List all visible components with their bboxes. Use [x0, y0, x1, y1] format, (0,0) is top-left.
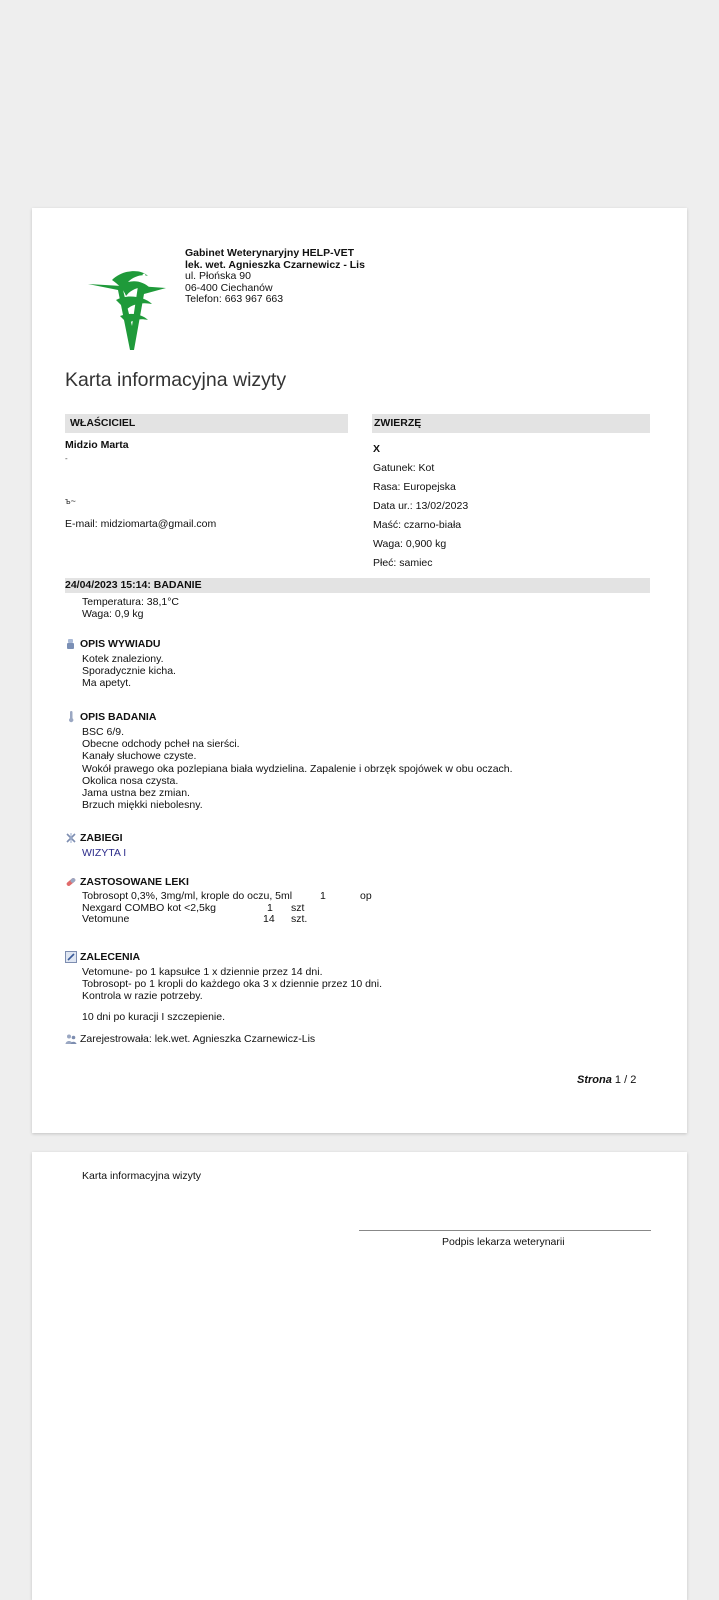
recommendations-text [82, 966, 382, 1023]
document-page-2 [32, 1152, 687, 1600]
history-line: Ma apetyt. [82, 677, 132, 690]
exam-line: Wokół prawego oka pozlepiana biała wydzielina. Zapalenie i obrzęk spojówek w obu oczach. [82, 762, 513, 775]
owner-line-3: ъ~ [65, 496, 76, 506]
clinic-doctor: lek. wet. Agnieszka Czarnewicz - Lis [185, 258, 365, 271]
registered-by-text: Zarejestrowała: lek.wet. Agnieszka Czarnewicz-Lis [80, 1033, 316, 1045]
meds-section-header [65, 876, 189, 888]
owner-line-2: - [65, 454, 68, 463]
history-section-header [65, 638, 161, 650]
med-qty: 1 [320, 890, 326, 902]
animal-weight: Waga: 0,900 kg [373, 538, 447, 550]
procedures-section-header [65, 832, 123, 844]
procedure-item: WIZYTA I [82, 847, 127, 859]
med-qty: 1 [267, 901, 273, 914]
recommendation-line: Vetomune- po 1 kapsułce 1 x dziennie przez 14 dni. [82, 966, 323, 978]
clinic-phone: Telefon: 663 967 663 [185, 293, 284, 305]
visit-header [65, 578, 650, 593]
user-group-icon [65, 1033, 77, 1045]
med-unit: szt. [291, 913, 308, 925]
exam-line: BSC 6/9. [82, 726, 125, 738]
exam-line: Kanały słuchowe czyste. [82, 750, 197, 763]
visit-weight: Waga: 0,9 kg [82, 608, 144, 621]
interview-icon [65, 638, 77, 650]
exam-line: Jama ustna bez zmian. [82, 787, 190, 800]
procedures-title: ZABIEGI [80, 832, 123, 844]
clinic-street: ul. Płońska 90 [185, 270, 251, 282]
exam-line: Obecne odchody pcheł na sierści. [82, 738, 240, 751]
history-line: Sporadycznie kicha. [82, 665, 176, 678]
med-unit: op [360, 890, 372, 902]
page2-title: Karta informacyjna wizyty [82, 1170, 202, 1182]
vet-snake-logo-icon [86, 266, 168, 350]
animal-header [372, 414, 650, 433]
page-value: 1 / 2 [614, 1074, 637, 1086]
owner-name: Midzio Marta [65, 439, 129, 451]
thermometer-icon [65, 711, 77, 723]
clinic-info [185, 248, 365, 306]
animal-color: Maść: czarno-biała [373, 519, 462, 531]
procedure-cross-icon [65, 832, 77, 844]
page-label: Strona [577, 1074, 612, 1086]
exam-line: Brzuch miękki niebolesny. [82, 799, 203, 812]
animal-header-label: ZWIERZĘ [374, 417, 422, 429]
owner-email: E-mail: midziomarta@gmail.com [65, 518, 217, 530]
recommendations-section-header [65, 951, 140, 963]
med-name: Vetomune [82, 913, 130, 925]
visit-header-label: 24/04/2023 15:14: BADANIE [65, 579, 202, 591]
history-line: Kotek znaleziony. [82, 653, 164, 665]
exam-line: Okolica nosa czysta. [82, 774, 179, 787]
recommendation-line: Tobrosopt- po 1 kropli do każdego oka 3 x dziennie przez 10 dni. [82, 978, 383, 991]
exam-text [82, 726, 513, 811]
animal-details [373, 440, 468, 573]
history-text [82, 653, 176, 690]
document-title: Karta informacyjna wizyty [65, 369, 287, 391]
procedures-list [82, 847, 126, 859]
recommendation-extra: 10 dni po kuracji I szczepienie. [82, 1010, 225, 1023]
animal-breed: Rasa: Europejska [373, 481, 456, 493]
signature-line [359, 1230, 651, 1231]
med-unit: szt [291, 901, 305, 914]
document-page-1 [32, 208, 687, 1133]
recommendation-line: Kontrola w razie potrzeby. [82, 990, 203, 1003]
exam-title: OPIS BADANIA [80, 711, 157, 723]
med-name: Tobrosopt 0,3%, 3mg/ml, krople do oczu, 5ml [82, 890, 293, 902]
med-name: Nexgard COMBO kot <2,5kg [82, 901, 216, 914]
clinic-city: 06-400 Ciechanów [185, 281, 273, 294]
visit-temperature: Temperatura: 38,1°C [82, 596, 179, 608]
signature-label: Podpis lekarza weterynarii [442, 1236, 565, 1248]
med-qty: 14 [263, 913, 275, 925]
recommendations-title: ZALECENIA [80, 951, 141, 963]
pill-icon [65, 876, 77, 888]
registered-by [65, 1033, 315, 1045]
exam-section-header [65, 711, 156, 723]
history-title: OPIS WYWIADU [80, 638, 161, 650]
animal-dob: Data ur.: 13/02/2023 [373, 500, 469, 512]
page-number [577, 1074, 636, 1086]
animal-sex: Płeć: samiec [373, 557, 433, 569]
edit-note-icon [65, 951, 77, 963]
clinic-name: Gabinet Weterynaryjny HELP-VET [185, 247, 355, 259]
animal-species: Gatunek: Kot [373, 462, 435, 474]
visit-vitals [82, 596, 179, 620]
animal-name: X [373, 443, 381, 455]
meds-title: ZASTOSOWANE LEKI [80, 876, 189, 888]
owner-header: WŁAŚCICIEL [65, 414, 348, 433]
